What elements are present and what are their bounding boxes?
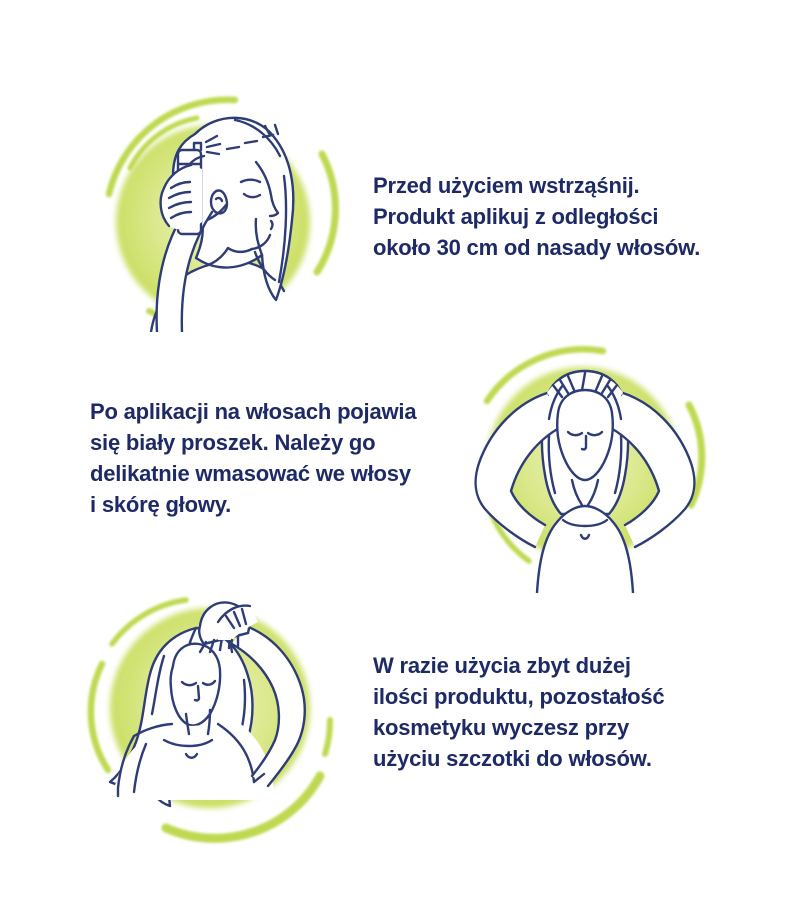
hair-brushing-illustration	[68, 582, 358, 852]
step-3-text-line-2: ilości produktu, pozostałość	[373, 684, 665, 709]
spray-application-artwork	[85, 92, 345, 332]
step-2-text-line-2: się biały proszek. Należy go	[90, 430, 376, 455]
spray-application-illustration	[85, 92, 345, 332]
step-1-text	[373, 170, 700, 263]
step-1-text-line-3: około 30 cm od nasady włosów.	[373, 235, 701, 260]
scalp-massage-illustration	[445, 343, 725, 593]
step-2-text-line-3: delikatnie wmasować we włosy	[90, 461, 411, 486]
step-3-text-line-1: W razie użycia zbyt dużej	[373, 653, 631, 678]
step-1-text-line-2: Produkt aplikuj z odległości	[373, 204, 659, 229]
step-2-text	[90, 396, 416, 520]
step-3-text	[373, 650, 664, 774]
step-1-text-line-1: Przed użyciem wstrząśnij.	[373, 173, 640, 198]
scalp-massage-artwork	[445, 343, 725, 593]
step-2-text-line-1: Po aplikacji na włosach pojawia	[90, 399, 417, 424]
step-2-text-line-4: i skórę głowy.	[90, 492, 232, 517]
step-3-text-line-3: kosmetyku wyczesz przy	[373, 715, 630, 740]
hair-brushing-artwork	[68, 582, 358, 852]
step-3-text-line-4: użyciu szczotki do włosów.	[373, 746, 652, 771]
